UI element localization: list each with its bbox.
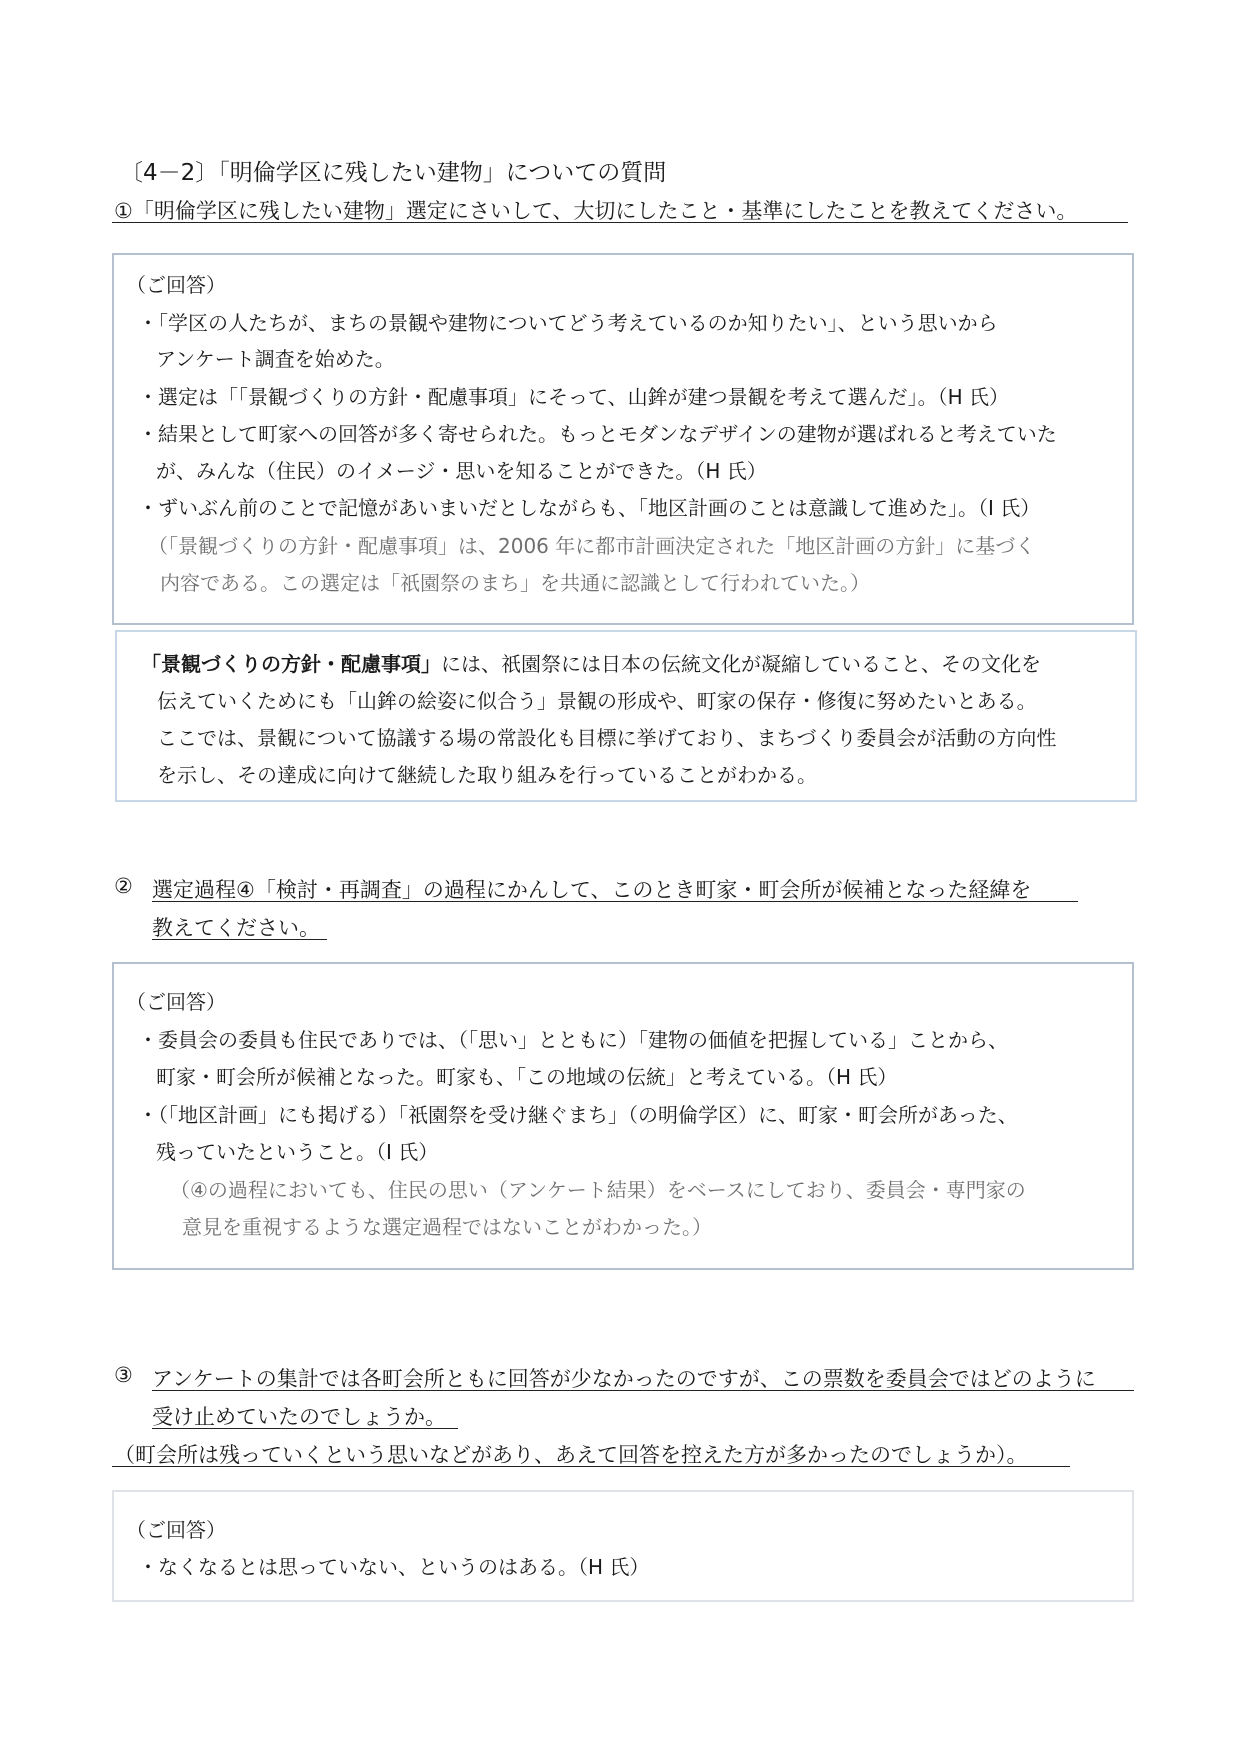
question-3-underline-2	[152, 1428, 458, 1429]
answer-line: 町家・町会所が候補となった。町家も、「この地域の伝統」と考えている。（H 氏）	[156, 1065, 898, 1089]
answer-box-3	[112, 1490, 1134, 1602]
answer-box-1	[112, 253, 1134, 625]
info-line: を示し、その達成に向けて継続した取り組みを行っていることがわかる。	[157, 763, 817, 787]
answer-line: ・（「地区計画」にも掲げる）「祇園祭を受け継ぐまち」（の明倫学区）に、町家・町会所があった、	[138, 1103, 1018, 1127]
question-3-line-3: （町会所は残っていくという思いなどがあり、あえて回答を控えた方が多かったのでしょうか）。	[114, 1443, 1028, 1467]
answer-line: ・なくなるとは思っていない、というのはある。（H 氏）	[138, 1555, 650, 1579]
question-3-underline-1	[152, 1390, 1134, 1391]
question-2-number: ②	[114, 874, 133, 898]
answer-line: ・「学区の人たちが、まちの景観や建物についてどう考えているのか知りたい」、という思いから	[138, 311, 998, 335]
info-line-1-rest: には、祇園祭には日本の伝統文化が凝縮していること、その文化を	[441, 652, 1041, 676]
question-2-line-1: 選定過程④「検討・再調査」の過程にかんして、このとき町家・町会所が候補となった経緯を	[152, 878, 1032, 902]
answer-line: ・委員会の委員も住民でありでは、（「思い」とともに）「建物の価値を把握している」ことから、	[138, 1028, 1008, 1052]
answer-note: 内容である。この選定は「祇園祭のまち」を共通に認識として行われていた。）	[160, 571, 870, 595]
answer-box-2	[112, 962, 1134, 1270]
answer-line: ・選定は「「景観づくりの方針・配慮事項」にそって、山鉾が建つ景観を考えて選んだ」。（H 氏）	[138, 385, 1009, 409]
question-1: ①「明倫学区に残したい建物」選定にさいして、大切にしたこと・基準にしたことを教えてください。	[114, 199, 1078, 223]
section-title: 〔4－2〕「明倫学区に残したい建物」についての質問	[120, 160, 667, 186]
question-2-line-2: 教えてください。	[152, 916, 320, 940]
answer-line: ・結果として町家への回答が多く寄せられた。もっとモダンなデザインの建物が選ばれると考えていた	[138, 422, 1057, 446]
answer-line: アンケート調査を始めた。	[156, 347, 395, 371]
answer-note: （④の過程においても、住民の思い（アンケート結果）をベースにしており、委員会・専門家の	[170, 1178, 1026, 1202]
info-line-1	[141, 654, 1041, 674]
info-line: ここでは、景観について協議する場の常設化も目標に挙げており、まちづくり委員会が活動の方向性	[157, 726, 1057, 750]
info-bold-term: 「景観づくりの方針・配慮事項」	[141, 652, 441, 676]
question-2-underline-1	[152, 901, 1078, 902]
answer-line: 残っていたということ。（I 氏）	[156, 1140, 439, 1164]
question-3-number: ③	[114, 1363, 133, 1387]
question-3-underline-3	[112, 1466, 1070, 1467]
answer-note: （「景観づくりの方針・配慮事項」は、2006 年に都市計画決定された「地区計画の方針」に基づく	[148, 534, 1036, 558]
answer-line: ・ずいぶん前のことで記憶があいまいだとしながらも、「地区計画のことは意識して進めた」。（I 氏）	[138, 496, 1041, 520]
answer-label: （ご回答）	[126, 273, 226, 297]
question-3-line-1: アンケートの集計では各町会所ともに回答が少なかったのですが、この票数を委員会ではどのように	[152, 1367, 1096, 1391]
answer-line: が、みんな（住民）のイメージ・思いを知ることができた。（H 氏）	[156, 459, 767, 483]
question-2-underline-2	[152, 939, 327, 940]
answer-label: （ご回答）	[126, 990, 226, 1014]
info-line: 伝えていくためにも「山鉾の絵姿に似合う」景観の形成や、町家の保存・修復に努めたいとある。	[157, 689, 1037, 713]
question-1-underline	[112, 222, 1128, 223]
info-box	[115, 630, 1137, 802]
answer-label: （ご回答）	[126, 1518, 226, 1542]
question-3-line-2: 受け止めていたのでしょうか。	[152, 1405, 446, 1429]
answer-note: 意見を重視するような選定過程ではないことがわかった。）	[182, 1215, 712, 1239]
